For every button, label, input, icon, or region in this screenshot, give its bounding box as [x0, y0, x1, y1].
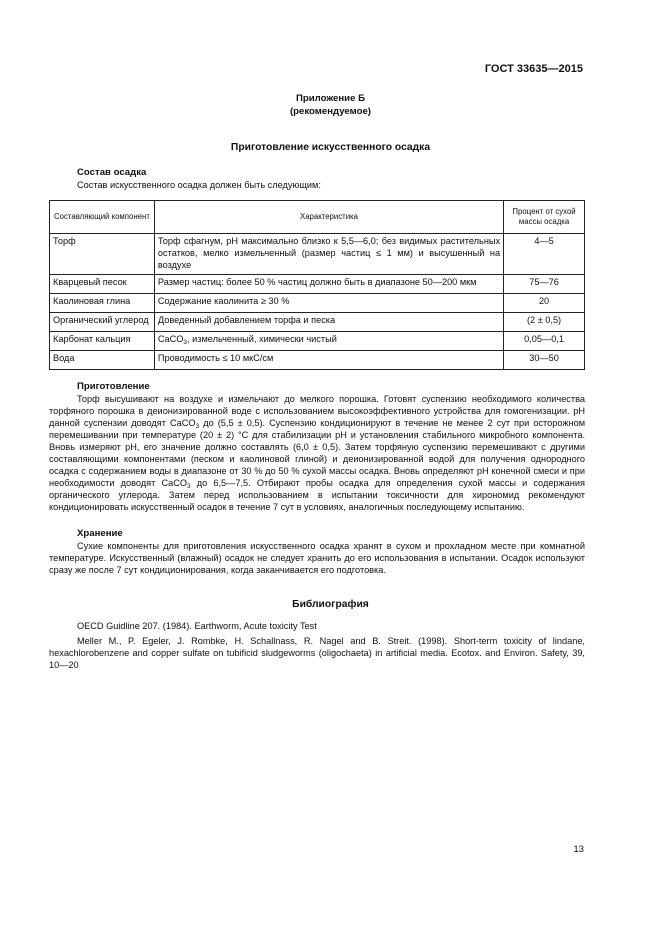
- cell-description: Проводимость ≤ 10 мкС/см: [154, 351, 503, 370]
- cell-percent: (2 ± 0,5): [504, 313, 585, 332]
- table-row: [50, 313, 585, 332]
- cell-description: Торф сфагнум, pH максимально близко к 5,5—6,0; без видимых растительных остатков, мелко измельченный (размер частиц ≤ 1 мм) и высушенный на воздухе: [154, 234, 503, 275]
- formula-subscript: 3: [183, 339, 188, 346]
- annex-title: Приложение Б: [296, 93, 365, 104]
- header-percent: Процент от сухой массы осадка: [504, 201, 585, 234]
- header-component: Составляющий компонент: [50, 201, 155, 234]
- preparation-text-1: Торф высушивают на воздухе и измельчают до мелкого порошка. Готовят суспензию необходимого количества торфяного порошка в деионизированной воде с использованием высокоэффективного устройства для гомогенизации. pH данной суспензии доводят CaCO: [49, 394, 585, 429]
- bibliography-entry: Meller M., P. Egeler, J. Rombke, H. Schallnass, R. Nagel and B. Streit. (1998). Short-term toxicity of lindane, hexachlorobenzene and copper sulfate on tubificid sludgeworms (oligochaeta) in artificial media. Ecotox. and Environ. Safety, 39, 10—20: [49, 636, 585, 671]
- preparation-subscript-1: 3: [195, 423, 200, 431]
- cell-percent: 30—50: [504, 351, 585, 370]
- preparation-subscript-2: 3: [187, 483, 191, 491]
- storage-paragraph: Сухие компоненты для приготовления искусственного осадка хранят в сухом и прохладном месте при комнатной температуре. Искусственный (влажный) осадок не следует хранить до его использования в испытании. Осадок используют сразу же после 7 сут кондиционирования, когда заканчивается его подготовка.: [49, 541, 585, 576]
- bibliography-title: Библиография: [292, 599, 369, 610]
- annex-status: (рекомендуемое): [289, 105, 371, 117]
- table-row: [50, 275, 585, 294]
- bibliography-list: [49, 620, 585, 674]
- table-row: [50, 332, 585, 351]
- cell-component: Карбонат кальция: [50, 332, 155, 351]
- storage-title: Хранение: [77, 528, 123, 539]
- table-row: [50, 234, 585, 275]
- cell-percent: 4—5: [504, 234, 585, 275]
- composition-title: Состав осадка: [77, 167, 147, 178]
- table-header-row: [50, 201, 585, 234]
- preparation-text-2: до (5,5 ± 0,5). Суспензию кондиционируют в течение не менее 2 сут при осторожном перемешивании при температуре (20 ± 2) °С для стабилизации pH и установления стабильного микробного компонента. Вновь измеряют pH, его значение должно составлять (6,0 ± 0,5). Затем торфяную суспензию перемешивают с другими составляющими компонентами (песком и каолиновой глиной) и деионизированной водой для получения однородного осадка с содержанием воды в диапазоне от 30 % до 50 % сухой массы осадка. Вновь определяют pH конечной смеси и при необходимости доводят CaCO: [49, 418, 586, 489]
- table-row: [50, 351, 585, 370]
- annex-heading: [0, 93, 661, 119]
- header-characteristic: Характеристика: [154, 201, 503, 234]
- standard-code: ГОСТ 33635—2015: [484, 63, 583, 75]
- cell-component: Органический углерод: [50, 313, 155, 332]
- table-row: [50, 294, 585, 313]
- cell-description: Содержание каолинита ≥ 30 %: [154, 294, 503, 313]
- preparation-text-3: до 6,5—7,5. Отбирают пробы осадка для определения сухой массы и содержания органического углерода. Затем перед использованием в испытании токсичности для хирономид рекомендуют кондиционировать искусственный осадок в течение 7 сут в условиях, аналогичных последующему испытанию.: [49, 478, 585, 513]
- preparation-title: Приготовление: [77, 381, 150, 392]
- cell-percent: 20: [504, 294, 585, 313]
- section-title: Приготовление искусственного осадка: [230, 142, 431, 153]
- formula-text: CaCO: [157, 334, 184, 344]
- cell-component: Каолиновая глина: [50, 294, 155, 313]
- page-number: 13: [573, 844, 584, 855]
- description-text: , измельченный, химически чистый: [187, 334, 337, 344]
- cell-description: [154, 332, 503, 351]
- composition-table: [49, 200, 585, 370]
- cell-description: Доведенный добавлением торфа и песка: [154, 313, 503, 332]
- cell-description: Размер частиц: более 50 % частиц должно быть в диапазоне 50—200 мкм: [154, 275, 503, 294]
- cell-percent: 0,05—0,1: [504, 332, 585, 351]
- cell-component: Вода: [50, 351, 155, 370]
- cell-percent: 75—76: [504, 275, 585, 294]
- composition-intro: Состав искусственного осадка должен быть следующим:: [77, 180, 321, 190]
- cell-component: Кварцевый песок: [50, 275, 155, 294]
- cell-component: Торф: [50, 234, 155, 275]
- bibliography-entry: OECD Guidline 207. (1984). Earthworm, Acute toxicity Test: [77, 621, 317, 631]
- preparation-paragraph: [49, 393, 585, 513]
